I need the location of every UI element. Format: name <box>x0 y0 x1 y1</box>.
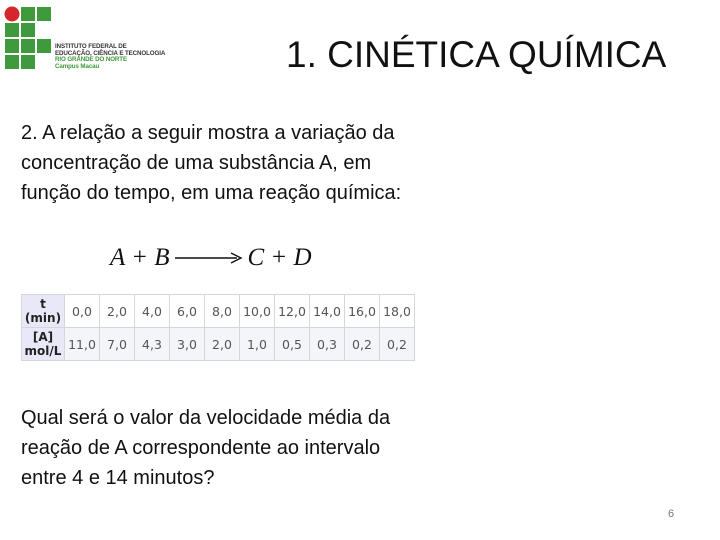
table-row-time <box>22 295 415 328</box>
table-cell: 7,0 <box>100 328 135 361</box>
header-line: mol/L <box>24 344 62 358</box>
logo-line-3: RIO GRANDE DO NORTE <box>55 56 128 64</box>
logo-line-4: Campus Macau <box>55 62 100 70</box>
table-cell: 10,0 <box>240 295 275 328</box>
table-cell: 16,0 <box>345 295 380 328</box>
products: C + D <box>247 244 312 271</box>
table-cell: 0,2 <box>345 328 380 361</box>
reaction-equation <box>110 244 312 272</box>
table-cell: 1,0 <box>240 328 275 361</box>
table-cell: 4,0 <box>135 295 170 328</box>
table-cell: 2,0 <box>100 295 135 328</box>
institution-logo <box>2 4 177 76</box>
page-number: 6 <box>668 508 675 520</box>
table-cell: 0,5 <box>275 328 310 361</box>
concentration-table <box>21 294 415 361</box>
table-cell: 14,0 <box>310 295 345 328</box>
slide-title: 1. CINÉTICA QUÍMICA <box>286 34 667 75</box>
table-row-concentration <box>22 328 415 361</box>
logo-line-1: INSTITUTO FEDERAL DE <box>55 43 127 50</box>
table-cell: 0,2 <box>380 328 415 361</box>
table-cell: 12,0 <box>275 295 310 328</box>
question-text: 2. A relação a seguir mostra a variação da concentração de uma substância A, em função do tempo, em uma reação química: <box>21 122 402 204</box>
header-line: (min) <box>24 311 62 325</box>
table-cell: 6,0 <box>170 295 205 328</box>
logo-text <box>55 44 179 70</box>
header-line: [A] <box>32 330 54 344</box>
table-cell: 0,3 <box>310 328 345 361</box>
question-prompt: Qual será o valor da velocidade média da reação de A correspondente ao intervalo entre 4 e 14 minutos? <box>21 407 391 489</box>
reactants: A + B <box>110 244 170 271</box>
table-cell: 2,0 <box>205 328 240 361</box>
row-header-time <box>22 295 65 328</box>
table-cell: 18,0 <box>380 295 415 328</box>
header-line: t <box>40 297 46 311</box>
table-cell: 4,3 <box>135 328 170 361</box>
reaction-arrow-icon <box>173 244 243 272</box>
table-cell: 8,0 <box>205 295 240 328</box>
row-header-concentration <box>22 328 65 361</box>
logo-line-2: EDUCAÇÃO, CIÊNCIA E TECNOLOGIA <box>55 49 166 57</box>
table-cell: 3,0 <box>170 328 205 361</box>
logo-grid-icon <box>2 4 54 76</box>
table-cell: 11,0 <box>65 328 100 361</box>
table-cell: 0,0 <box>65 295 100 328</box>
